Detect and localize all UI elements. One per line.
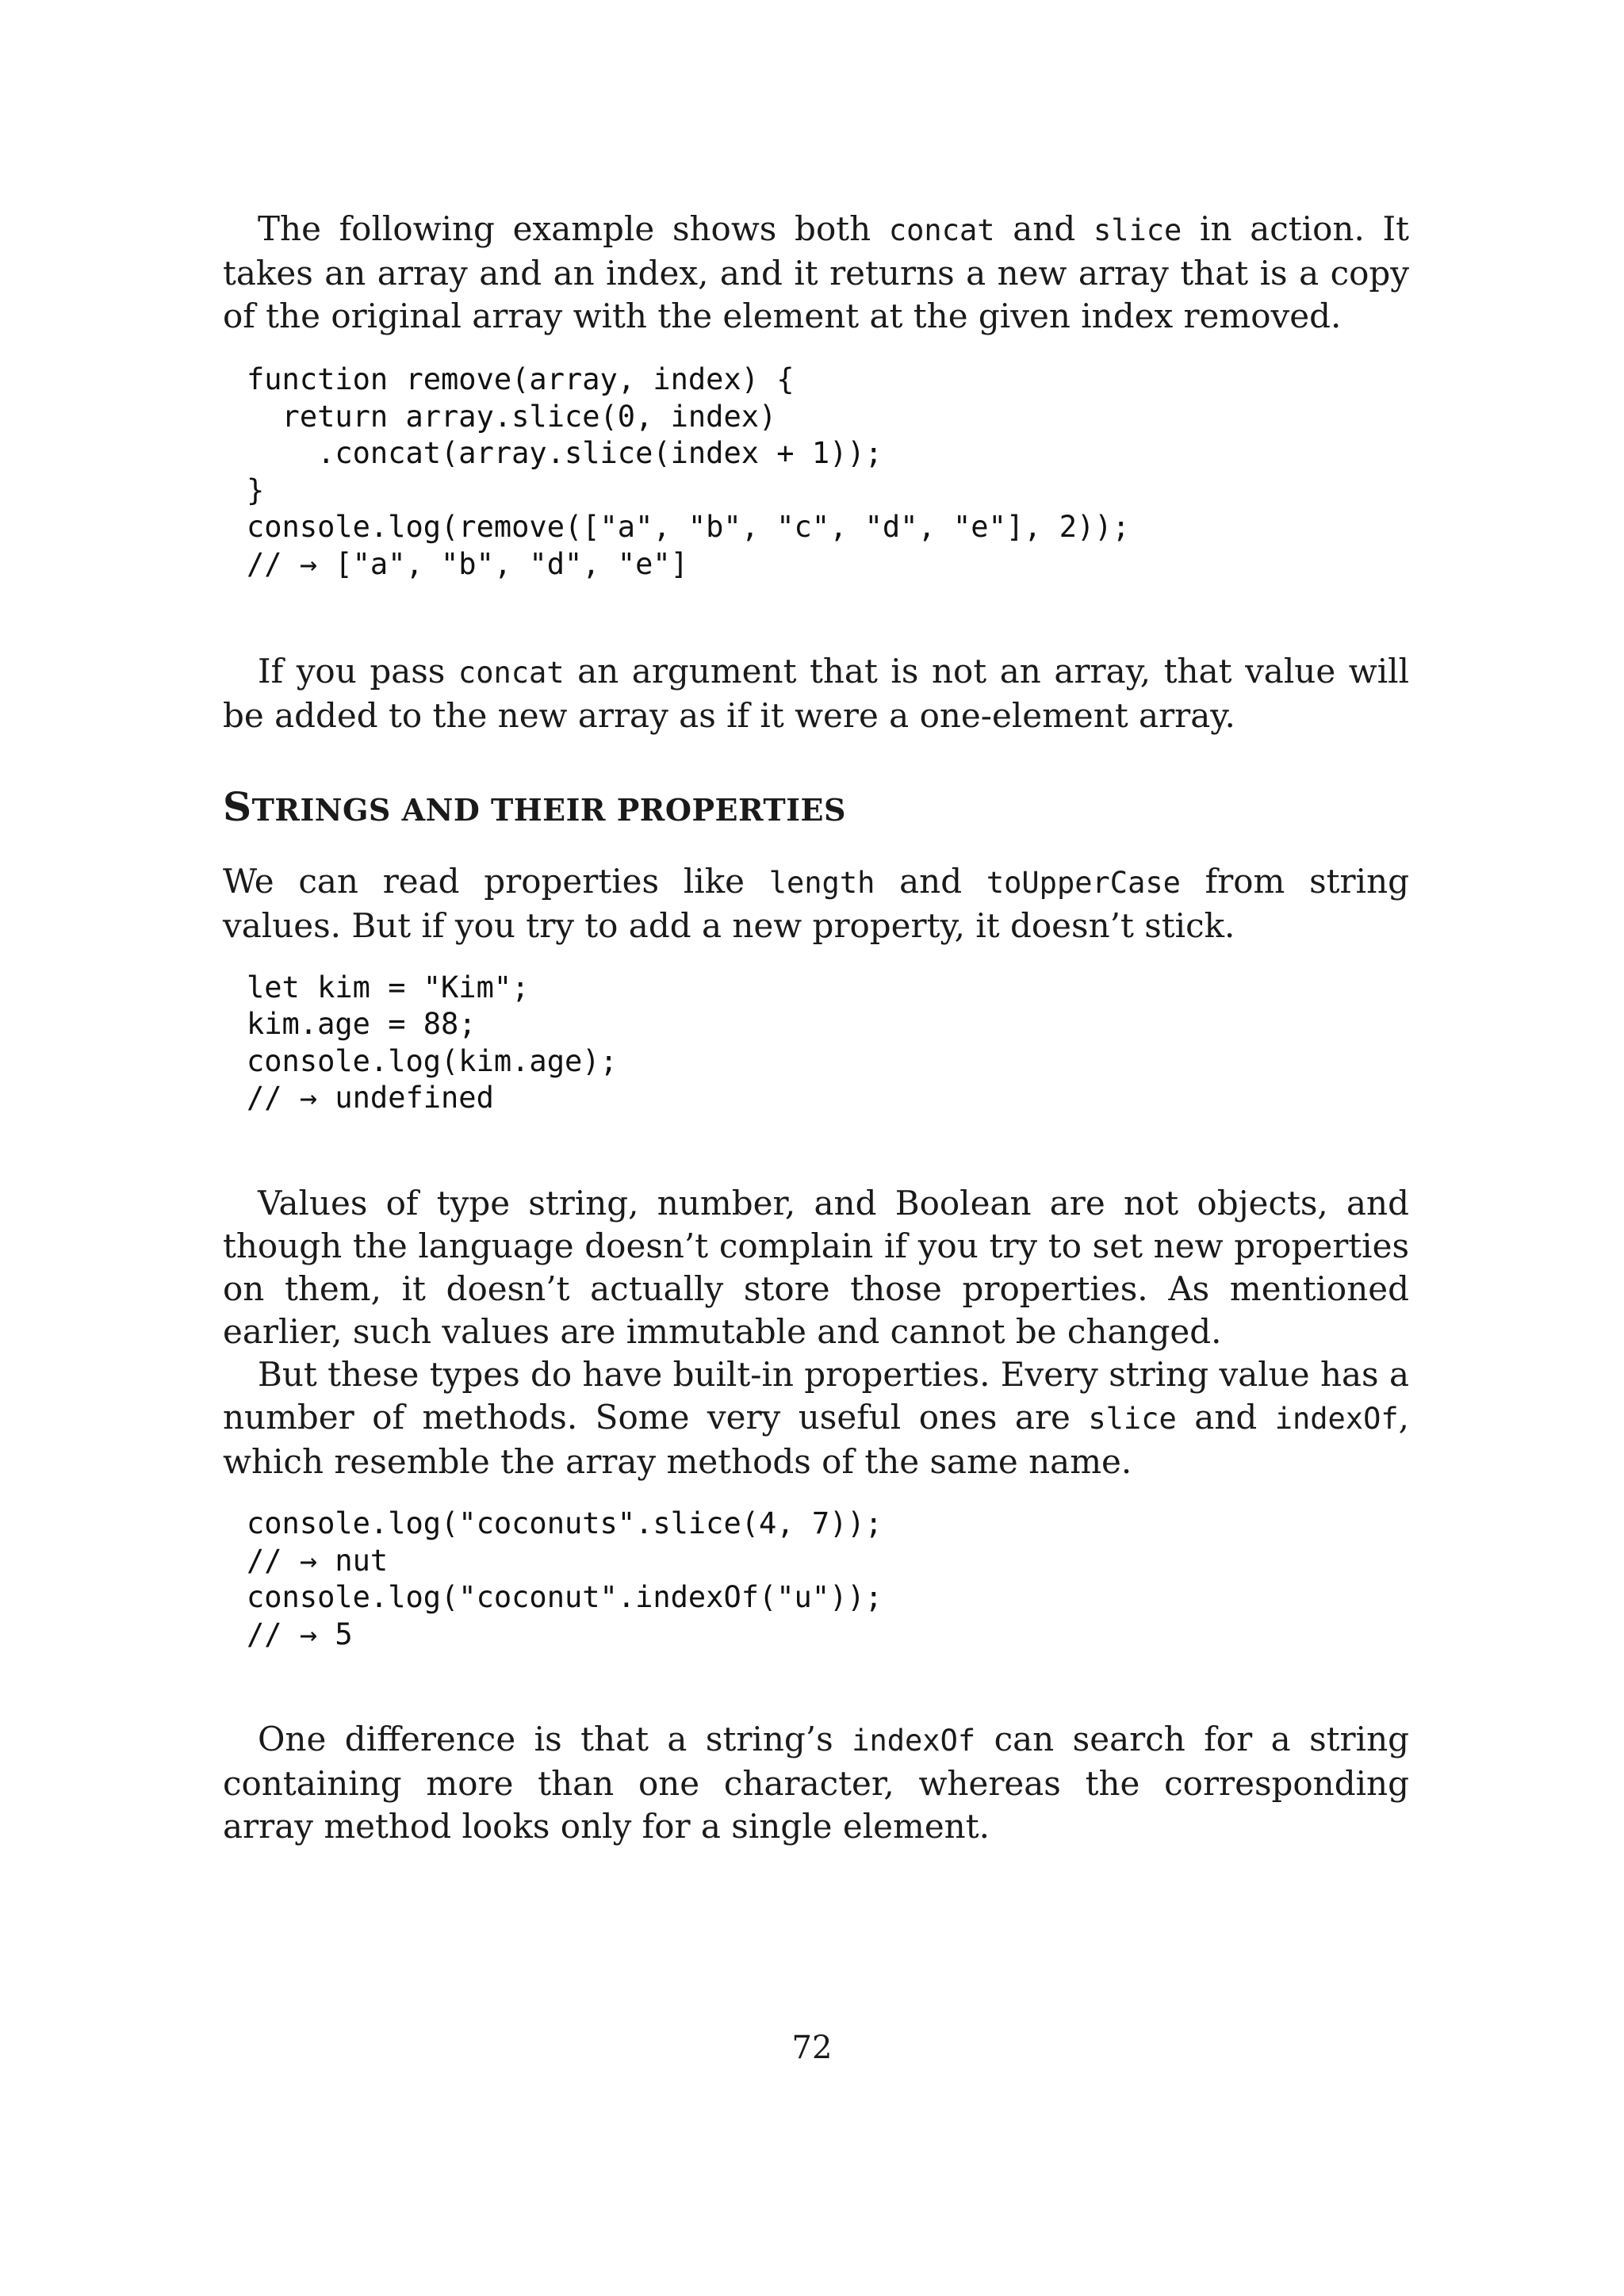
paragraph-concat-slice-intro [223, 208, 1409, 338]
paragraph-builtin-methods [223, 1353, 1409, 1483]
text-run: from string values. But if you try to add a new property, it doesn’t stick. [223, 861, 1409, 945]
inline-code-indexof: indexOf [1274, 1401, 1399, 1436]
code-block-remove-function: function remove(array, index) { return array.slice(0, index) .concat(array.slice(index + 1)); } console.log(remove(["a", "b", "c", "d", "e"], 2)); // → ["a", "b", "d", "e"] [247, 362, 1130, 581]
code-block-kim-age: let kim = "Kim"; kim.age = 88; console.log(kim.age); // → undefined [247, 970, 618, 1115]
heading-rest: TRINGS AND THEIR PROPERTIES [251, 791, 846, 828]
paragraph-indexof-difference [223, 1718, 1409, 1848]
inline-code-touppercase: toUpperCase [986, 865, 1181, 900]
text-run: and [875, 861, 986, 901]
text-run: in action. It takes an array and an index, and it returns a new array that is a copy of the original array with the element at the given index removed. [223, 209, 1409, 335]
text-run: The following example shows both [258, 209, 889, 248]
text-run: an argument that is not an array, that value will be added to the new array as if it were a one-element array. [223, 651, 1409, 735]
inline-code-length: length [768, 865, 875, 900]
text-run: If you pass [258, 651, 458, 691]
inline-code-concat: concat [888, 213, 995, 247]
text-run: But these types do have built-in properties. Every string value has a number of methods. Some very useful ones are [223, 1354, 1409, 1437]
inline-code-slice: slice [1093, 213, 1182, 247]
paragraph-concat-non-array [223, 650, 1409, 737]
text-run: and [994, 209, 1094, 248]
inline-code-indexof: indexOf [852, 1724, 976, 1758]
page-body [223, 208, 1409, 1848]
text-run: and [1176, 1397, 1275, 1437]
text-run: , which resemble the array methods of the same name. [223, 1397, 1409, 1481]
section-heading [223, 783, 1409, 830]
text-run: can search for a string containing more than one character, whereas the corresponding array method looks only for a single element. [223, 1720, 1410, 1846]
text-run: We can read properties like [223, 861, 769, 901]
text-run: One difference is that a string’s [258, 1720, 852, 1759]
inline-code-concat: concat [458, 655, 565, 690]
code-block-coconuts: console.log("coconuts".slice(4, 7)); // → nut console.log("coconut".indexOf("u")); // → 5 [247, 1506, 883, 1651]
page-number: 72 [791, 2030, 833, 2066]
inline-code-slice: slice [1088, 1401, 1177, 1436]
paragraph-primitive-values: Values of type string, number, and Boolean are not objects, and though the language doesn’t complain if you try to set new properties on them, it doesn’t actually store those properties. As mentioned earlier, such values are immutable and cannot be changed. [223, 1183, 1409, 1351]
heading-initial: S [223, 783, 252, 830]
paragraph-string-properties [223, 860, 1409, 947]
